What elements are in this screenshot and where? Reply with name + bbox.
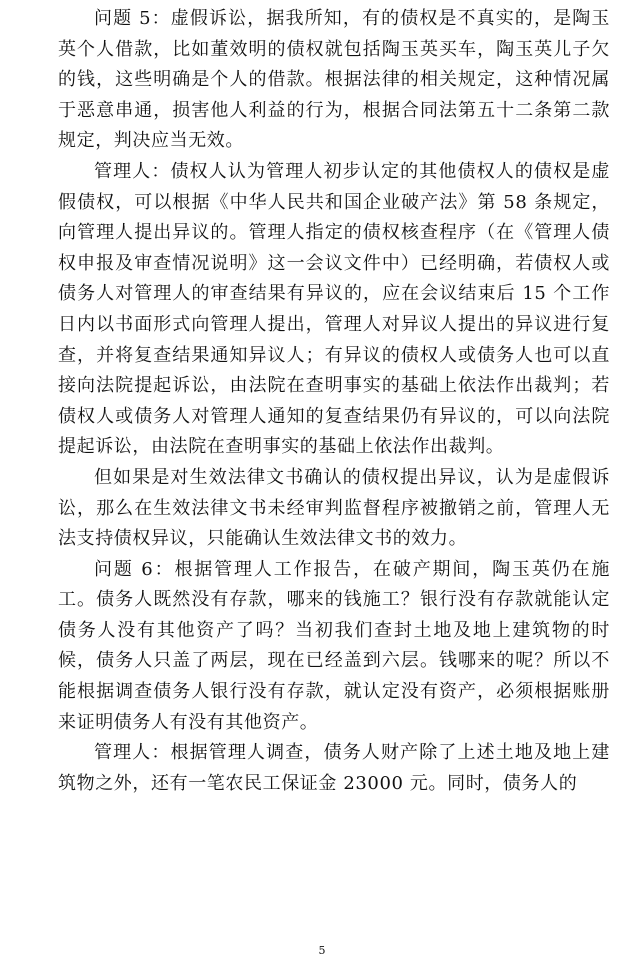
page-number: 5 [318,944,326,957]
paragraph-administrator-reply-5: 管理人：债权人认为管理人初步认定的其他债权人的债权是虚假债权，可以根据《中华人民共和国企业破产法》第 58 条规定，向管理人提出异议的。管理人指定的债权核查程序（在《管理人债权申报及审查情况说明》这一会议文件中）已经明确，若债权人或债务人对管理人的审查结果有异议的，应在会议结束后 15 个工作日内以书面形式向管理人提出，管理人对异议人提出的异议进行复查，并将复查结果通知异议人；有异议的债权人或债务人也可以直接向法院提起诉讼，由法院在查明事实的基础上依法作出裁判；若债权人或债务人对管理人通知的复查结果仍有异议的，可以向法院提起诉讼，由法院在查明事实的基础上依法作出裁判。 [58,160,610,458]
paragraph-question-5: 问题 5：虚假诉讼，据我所知，有的债权是不真实的，是陶玉英个人借款，比如董效明的债权就包括陶玉英买车，陶玉英儿子欠的钱，这些明确是个人的借款。根据法律的相关规定，这种情况属于恶意串通，损害他人利益的行为，根据合同法第五十二条第二款规定，判决应当无效。 [58,8,610,152]
paragraph-effective-judgment-note: 但如果是对生效法律文书确认的债权提出异议，认为是虚假诉讼，那么在生效法律文书未经审判监督程序被撤销之前，管理人无法支持债权异议，只能确认生效法律文书的效力。 [58,466,610,550]
document-body [58,4,610,799]
paragraph-administrator-reply-6: 管理人：根据管理人调查，债务人财产除了上述土地及地上建筑物之外，还有一笔农民工保证金 23000 元。同时，债务人的 [58,742,610,794]
paragraph-question-6: 问题 6：根据管理人工作报告，在破产期间，陶玉英仍在施工。债务人既然没有存款，哪来的钱施工？银行没有存款就能认定债务人没有其他资产了吗？当初我们查封土地及地上建筑物的时候，债务人只盖了两层，现在已经盖到六层。钱哪来的呢？所以不能根据调查债务人银行没有存款，就认定没有资产，必须根据账册来证明债务人有没有其他资产。 [58,558,610,733]
